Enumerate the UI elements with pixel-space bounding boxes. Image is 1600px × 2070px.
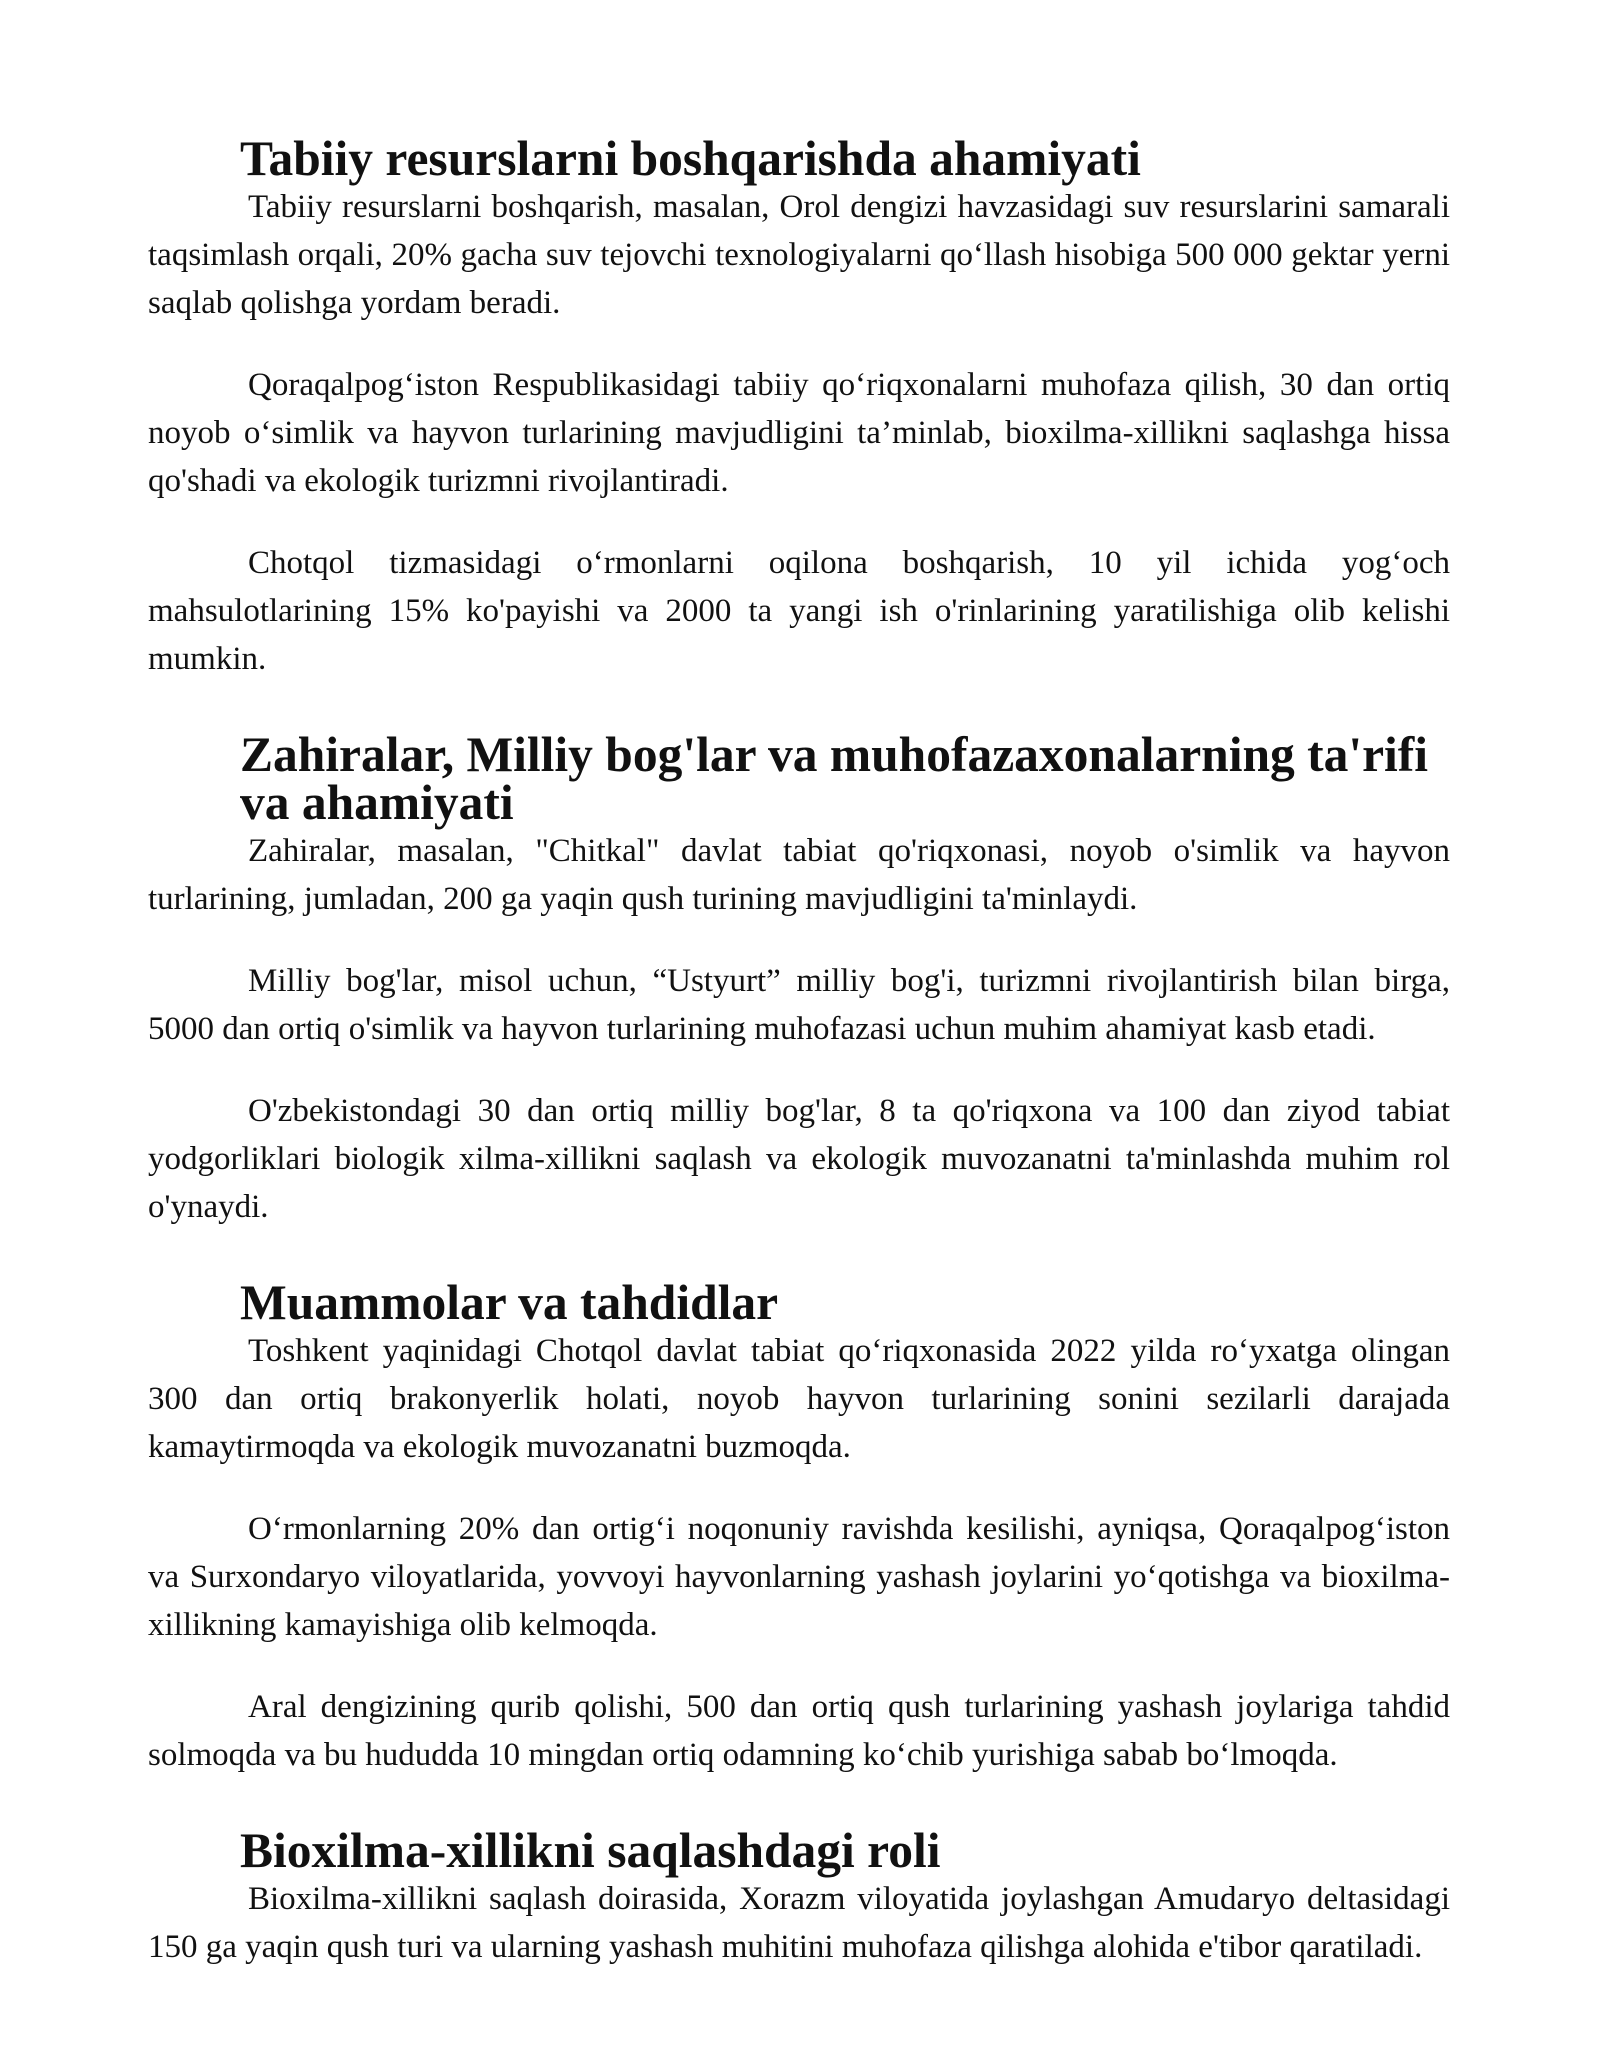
paragraph: Qoraqalpog‘iston Respublikasidagi tabiiy qo‘riqxonalarni muhofaza qilish, 30 dan ortiq noyob o‘simlik va hayvon turlarining mavjudligini ta’minlab, bioxilma-xillikni saqlashga hissa qo'shadi va ekologik turizmni rivojlantiradi. xyxy=(148,367,1450,499)
paragraph: O'zbekistondagi 30 dan ortiq milliy bog'lar, 8 ta qo'riqxona va 100 dan ziyod tabiat yodgorliklari biologik xilma-xillikni saqlash va ekologik muvozanatni ta'minlashda muhim rol o'ynaydi. xyxy=(148,1093,1450,1225)
section-heading: Muammolar va tahdidlar xyxy=(240,1275,779,1330)
section-natural-resources xyxy=(148,131,1450,683)
section-heading: Tabiiy resurslarni boshqarishda ahamiyati xyxy=(240,131,1141,186)
paragraph: Zahiralar, masalan, "Chitkal" davlat tabiat qo'riqxonasi, noyob o'simlik va hayvon turlarining, jumladan, 200 ga yaqin qush turining mavjudligini ta'minlaydi. xyxy=(148,833,1450,917)
section-problems-threats xyxy=(148,1275,1450,1779)
paragraph: Toshkent yaqinidagi Chotqol davlat tabiat qo‘riqxonasida 2022 yilda ro‘yxatga olingan 300 dan ortiq brakonyerlik holati, noyob hayvon turlarining sonini sezilarli darajada kamaytirmoqda va ekologik muvozanatni buzmoqda. xyxy=(148,1333,1450,1465)
paragraph: Milliy bog'lar, misol uchun, “Ustyurt” milliy bog'i, turizmni rivojlantirish bilan birga, 5000 dan ortiq o'simlik va hayvon turlarining muhofazasi uchun muhim ahamiyat kasb etadi. xyxy=(148,963,1450,1047)
document-page xyxy=(148,131,1450,1971)
section-heading: Bioxilma-xillikni saqlashdagi roli xyxy=(240,1823,941,1878)
paragraph: Chotqol tizmasidagi o‘rmonlarni oqilona boshqarish, 10 yil ichida yog‘och mahsulotlarining 15% ko'payishi va 2000 ta yangi ish o'rinlarining yaratilishiga olib kelishi mumkin. xyxy=(148,545,1450,677)
section-heading: Zahiralar, Milliy bog'lar va muhofazaxonalarning ta'rifi va ahamiyati xyxy=(240,727,1429,830)
section-reserves-parks xyxy=(148,727,1450,1231)
paragraph: O‘rmonlarning 20% dan ortig‘i noqonuniy ravishda kesilishi, ayniqsa, Qoraqalpog‘iston va Surxondaryo viloyatlarida, yovvoyi hayvonlarning yashash joylarini yo‘qotishga va bioxilma-xillikning kamayishiga olib kelmoqda. xyxy=(148,1511,1450,1643)
paragraph: Tabiiy resurslarni boshqarish, masalan, Orol dengizi havzasidagi suv resurslarini samarali taqsimlash orqali, 20% gacha suv tejovchi texnologiyalarni qo‘llash hisobiga 500 000 gektar yerni saqlab qolishga yordam beradi. xyxy=(148,189,1450,321)
section-biodiversity-role xyxy=(148,1823,1450,1971)
paragraph: Bioxilma-xillikni saqlash doirasida, Xorazm viloyatida joylashgan Amudaryo deltasidagi 150 ga yaqin qush turi va ularning yashash muhitini muhofaza qilishga alohida e'tibor qaratiladi. xyxy=(148,1881,1450,1965)
paragraph: Aral dengizining qurib qolishi, 500 dan ortiq qush turlarining yashash joylariga tahdid solmoqda va bu hududda 10 mingdan ortiq odamning ko‘chib yurishiga sabab bo‘lmoqda. xyxy=(148,1689,1450,1773)
